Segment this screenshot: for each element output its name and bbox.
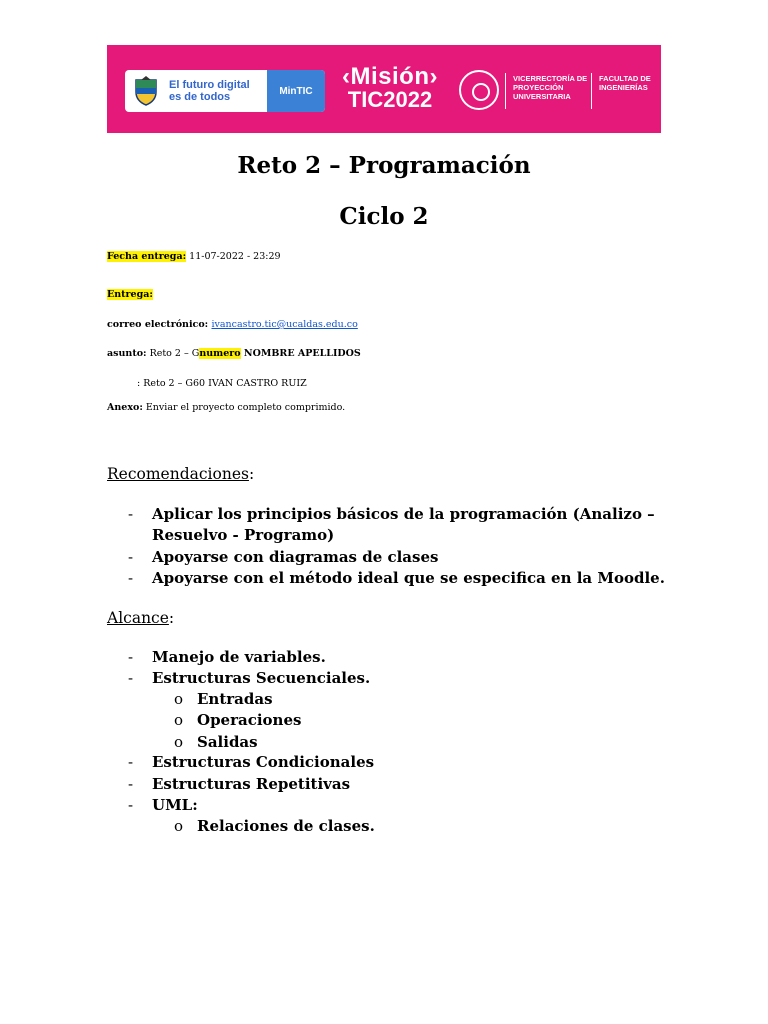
circle-marker: o [174,690,184,708]
sub-list-item: Entradas [197,690,273,708]
correo-label: correo electrónico: [107,319,212,330]
university-seal-icon [459,70,499,110]
asunto-example-line: : Reto 2 – G60 IVAN CASTRO RUIZ [137,378,307,389]
anexo-value: Enviar el proyecto completo comprimido. [142,402,346,413]
list-item: Apoyarse con diagramas de clases [152,548,439,566]
anexo-line [107,402,345,414]
entrega-line [107,289,153,301]
coat-of-arms-icon [131,75,161,107]
dash-marker: - [128,548,134,566]
asunto-suffix: NOMBRE APELLIDOS [240,348,361,359]
recomendaciones-heading-text: Recomendaciones [107,465,249,483]
list-item: UML: [152,796,198,814]
gov-slogan-line2: es de todos [169,91,231,103]
anexo-label: Anexo: [107,402,143,413]
list-item: Estructuras Secuenciales. [152,669,371,687]
vicerrectoria-label [513,74,593,101]
email-link[interactable]: ivancastro.tic@ucaldas.edu.co [211,319,358,330]
asunto-label: asunto: [107,348,147,359]
fecha-label: Fecha entrega: [107,251,187,262]
correo-line [107,319,358,331]
sub-list-item: Relaciones de clases. [197,817,375,835]
list-item: Manejo de variables. [152,648,326,666]
asunto-prefix: Reto 2 – G [146,348,200,359]
asunto-line [107,348,361,360]
asunto-numero: numero [199,348,241,359]
dash-marker: - [128,775,134,793]
mision-tic-logo [335,65,445,119]
heading-colon: : [248,465,255,483]
fecha-value: 11-07-2022 - 23:29 [186,251,281,262]
vice-line2: PROYECCIÓN [513,83,564,92]
gov-slogan-line1: El futuro digital [169,79,250,91]
vice-line1: VICERRECTORÍA DE [513,74,588,83]
mintic-logo: MinTIC [267,70,325,112]
circle-marker: o [174,711,184,729]
heading-colon: : [168,609,175,627]
list-item: Aplicar los principios básicos de la programación (Analizo – [152,505,655,523]
dash-marker: - [128,648,134,666]
facultad-label [599,74,659,92]
government-logo-box [125,70,325,112]
list-item-continuation: Resuelvo - Programo) [152,526,335,544]
fecha-entrega-line [107,251,281,263]
sub-list-item: Operaciones [197,711,302,729]
dash-marker: - [128,753,134,771]
sub-list-item: Salidas [197,733,258,751]
gov-slogan [169,79,257,103]
alcance-heading-text: Alcance [107,609,169,627]
mision-logo-line2: TIC2022 [347,87,433,112]
circle-marker: o [174,817,184,835]
mision-logo-line1: ‹Misión› [342,63,438,90]
dash-marker: - [128,569,134,587]
list-item: Estructuras Condicionales [152,753,375,771]
circle-marker: o [174,733,184,751]
banner-divider [505,73,506,109]
dash-marker: - [128,505,134,523]
fac-line2: INGENIERÍAS [599,83,648,92]
list-item: Apoyarse con el método ideal que se especifica en la Moodle. [152,569,665,587]
banner-divider [591,73,592,109]
document-subtitle: Ciclo 2 [339,203,429,230]
fac-line1: FACULTAD DE [599,74,651,83]
list-item: Estructuras Repetitivas [152,775,351,793]
alcance-heading [107,608,174,628]
header-banner [107,45,661,133]
vice-line3: UNIVERSITARIA [513,92,571,101]
document-title: Reto 2 – Programación [237,152,531,179]
dash-marker: - [128,796,134,814]
recomendaciones-heading [107,464,254,484]
entrega-label: Entrega: [107,289,153,300]
dash-marker: - [128,669,134,687]
